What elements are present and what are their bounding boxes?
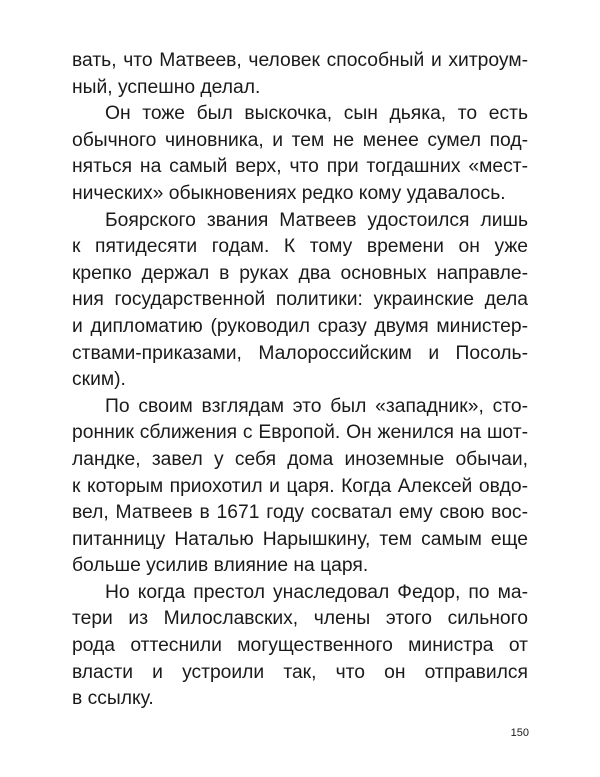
text-line: Боярского звания Матвеев удостоился лишь [105,209,528,231]
text-line: власти и устроили так, что он отправился [72,661,528,683]
text-line: вать, что Матвеев, человек способный и хитроум- [72,50,528,71]
page-number: 150 [510,727,529,739]
text-line: в ссылку. [72,688,154,710]
text-line: ландке, завел у себя дома иноземные обычаи, [72,448,528,470]
text-line: рода оттеснили могущественного министра от [72,635,528,657]
text-line: няться на самый верх, что при тогдашних «мест- [72,156,528,178]
text-line: обычного чиновника, и тем не менее сумел под- [72,129,528,151]
paragraph [72,48,528,101]
text-line: ским). [72,369,126,391]
text-line: Но когда престол унаследовал Федор, по ма- [105,581,528,603]
page-body-text [72,48,528,713]
paragraph [72,208,528,394]
text-line: По своим взглядам это был «западник», сто- [105,395,528,417]
text-line: к которым приохотил и царя. Когда Алексей овдо- [72,475,528,497]
text-line: крепко держал в руках два основных направле- [72,262,528,284]
text-line: Он тоже был выскочка, сын дьяка, то есть [105,103,528,125]
text-line: ронник сближения с Европой. Он женился на шот- [72,422,528,444]
paragraph [72,580,528,713]
text-line: и дипломатию (руководил сразу двумя министер- [72,315,528,337]
text-line: к пятидесяти годам. К тому времени он уже [72,236,528,258]
text-line: больше усилив влияние на царя. [72,555,369,577]
text-line: вел, Матвеев в 1671 году сосватал ему свою вос- [72,502,528,524]
paragraph [72,394,528,580]
text-line: ный, успешно делал. [72,76,261,98]
paragraph [72,101,528,207]
text-line: нических» обыкновениях редко кому удавалось. [72,182,506,204]
text-line: ния государственной политики: украинские дела [72,289,528,311]
text-line: ствами-приказами, Малороссийским и Посоль- [72,342,528,364]
text-line: тери из Милославских, члены этого сильного [72,608,528,630]
text-line: питанницу Наталью Нарышкину, тем самым еще [72,528,528,550]
